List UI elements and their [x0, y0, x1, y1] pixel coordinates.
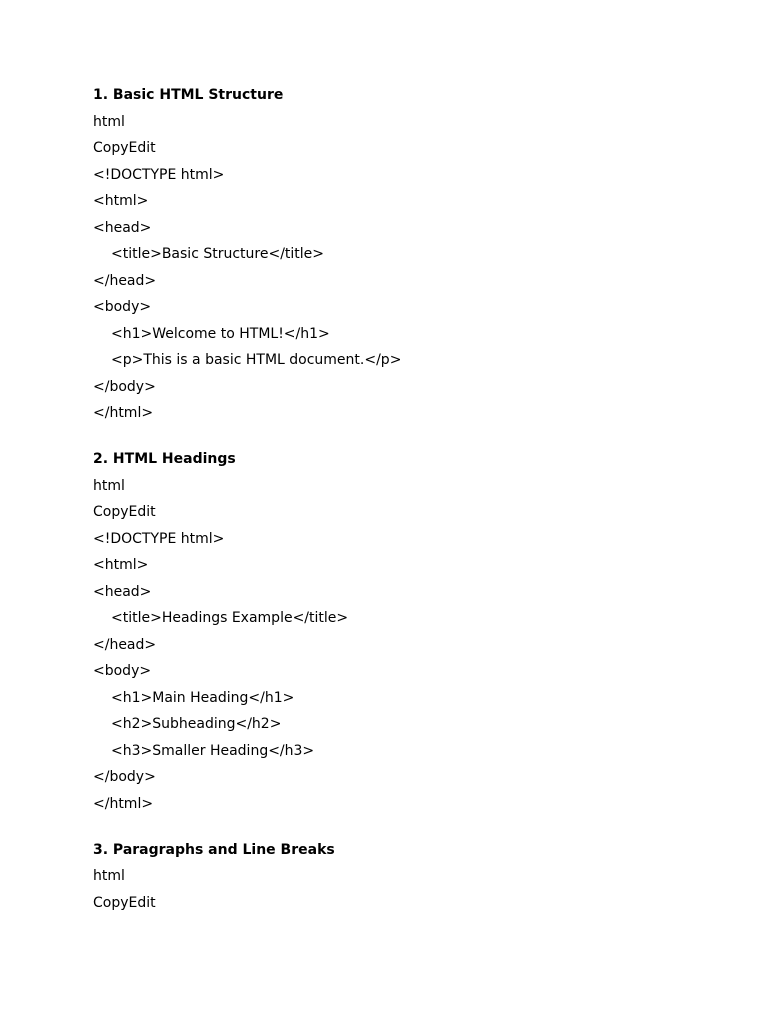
code-language-label: html	[93, 868, 125, 884]
copy-edit-label[interactable]: CopyEdit	[93, 140, 156, 156]
code-line: <html>	[93, 557, 149, 573]
code-line: <title>Headings Example</title>	[111, 610, 349, 626]
code-line: <body>	[93, 663, 152, 679]
code-line: </body>	[93, 769, 156, 785]
code-line: <title>Basic Structure</title>	[111, 246, 325, 262]
code-line: <h1>Main Heading</h1>	[111, 689, 295, 706]
section-heading: 2. HTML Headings	[93, 451, 236, 467]
copy-edit-label[interactable]: CopyEdit	[93, 894, 156, 911]
copy-edit-label[interactable]: CopyEdit	[93, 504, 156, 520]
code-line: <head>	[93, 219, 152, 236]
document-page	[93, 85, 693, 919]
code-line: <h1>Welcome to HTML!</h1>	[111, 325, 330, 342]
code-line: </head>	[93, 272, 157, 289]
code-line: <head>	[93, 583, 152, 600]
code-line: </body>	[93, 378, 156, 395]
section-paragraphs-line-breaks	[93, 840, 693, 913]
code-language-label: html	[93, 113, 125, 130]
code-language-label: html	[93, 477, 125, 494]
code-line: </html>	[93, 405, 154, 421]
code-line: <html>	[93, 193, 149, 209]
section-headings	[93, 449, 693, 814]
code-line: <body>	[93, 299, 152, 315]
code-line: </head>	[93, 636, 157, 653]
code-line: </html>	[93, 795, 154, 812]
section-basic-structure	[93, 85, 693, 423]
code-line: <h3>Smaller Heading</h3>	[111, 742, 315, 759]
code-line: <!DOCTYPE html>	[93, 166, 225, 183]
section-heading: 1. Basic HTML Structure	[93, 87, 284, 103]
code-line: <p>This is a basic HTML document.</p>	[111, 352, 402, 368]
code-line: <h2>Subheading</h2>	[111, 716, 282, 732]
code-line: <!DOCTYPE html>	[93, 530, 225, 547]
section-heading: 3. Paragraphs and Line Breaks	[93, 841, 335, 858]
